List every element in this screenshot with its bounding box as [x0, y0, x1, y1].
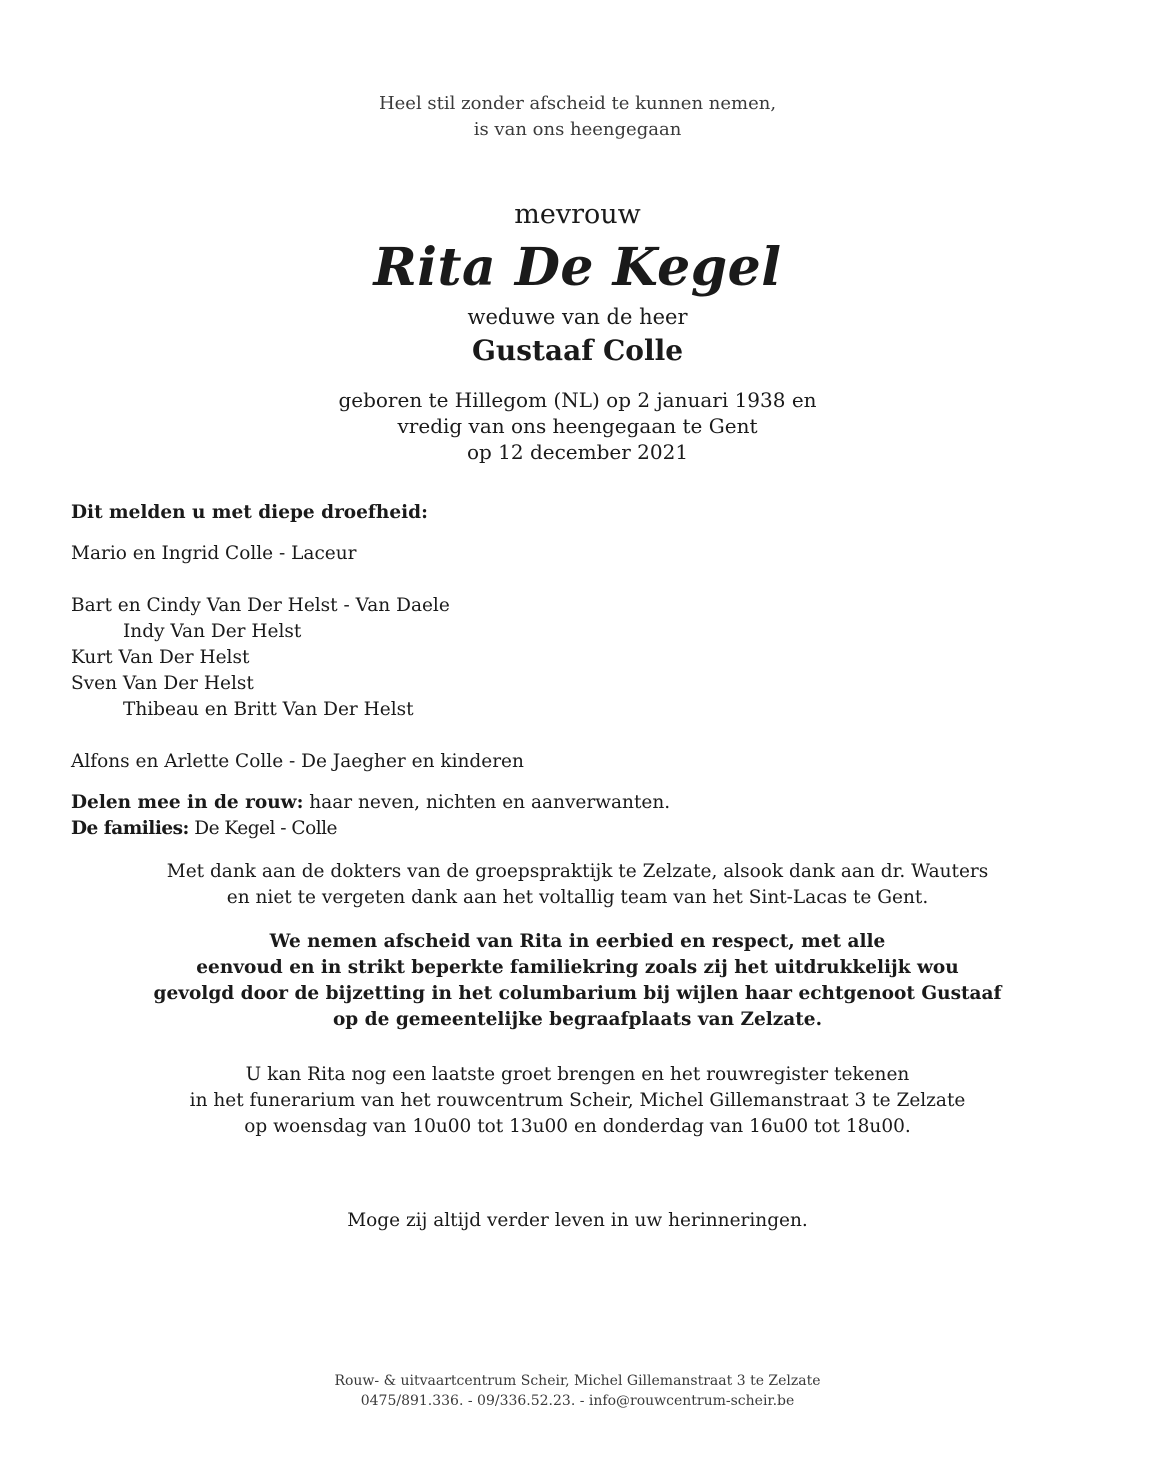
dates-line: op 12 december 2021 — [466, 440, 689, 464]
families-label: De families: — [71, 818, 189, 839]
family-entry: Thibeau en Britt Van Der Helst — [123, 699, 414, 720]
relation-text: weduwe van de heer — [467, 305, 688, 329]
footer-phone-email: 0475/891.336. - 09/336.52.23. - info@rouwcentrum-scheir.be — [360, 1393, 795, 1409]
spacer — [71, 567, 524, 593]
intro-line: is van ons heengegaan — [473, 119, 682, 140]
footer-contact — [0, 1371, 1155, 1411]
announcement-heading: Dit melden u met diepe droefheid: — [71, 502, 428, 523]
spacer — [71, 723, 524, 749]
family-entry: Indy Van Der Helst — [123, 621, 302, 642]
family-entry: Alfons en Arlette Colle - De Jaegher en kinderen — [71, 751, 524, 772]
family-entry: Sven Van Der Helst — [71, 673, 254, 694]
dates-line: vredig van ons heengegaan te Gent — [397, 414, 758, 438]
birth-death-dates — [0, 387, 1155, 465]
thanks-text — [0, 859, 1155, 911]
deceased-title: mevrouw — [514, 199, 641, 230]
farewell-line: op de gemeentelijke begraafplaats van Zelzate. — [332, 1009, 823, 1030]
dates-line: geboren te Hillegom (NL) op 2 januari 1938 en — [338, 388, 817, 412]
visit-line: U kan Rita nog een laatste groet brengen en het rouwregister tekenen — [245, 1064, 910, 1085]
mourn-label: Delen mee in de rouw: — [71, 792, 304, 813]
footer-address: Rouw- & uitvaartcentrum Scheir, Michel Gillemanstraat 3 te Zelzate — [334, 1373, 821, 1389]
mourn-text: haar neven, nichten en aanverwanten. — [303, 792, 671, 813]
visit-line: op woensdag van 10u00 tot 13u00 en donderdag van 16u00 tot 18u00. — [244, 1116, 911, 1137]
family-entry: Kurt Van Der Helst — [71, 647, 250, 668]
family-list — [71, 541, 524, 775]
thanks-line: en niet te vergeten dank aan het voltallig team van het Sint-Lacas te Gent. — [226, 887, 929, 908]
intro-line: Heel stil zonder afscheid te kunnen nemen, — [378, 93, 777, 114]
visit-line: in het funerarium van het rouwcentrum Scheir, Michel Gillemanstraat 3 te Zelzate — [189, 1090, 966, 1111]
farewell-line: We nemen afscheid van Rita in eerbied en respect, met alle — [269, 931, 886, 952]
spouse-name: Gustaaf Colle — [471, 334, 684, 367]
farewell-line: gevolgd door de bijzetting in het columbarium bij wijlen haar echtgenoot Gustaaf — [153, 983, 1002, 1004]
mourning-share — [71, 790, 670, 842]
families-text: De Kegel - Colle — [188, 818, 337, 839]
thanks-line: Met dank aan de dokters van de groepspraktijk te Zelzate, alsook dank aan dr. Wauters — [166, 861, 989, 882]
intro-text — [0, 91, 1155, 143]
families-line — [71, 816, 670, 842]
family-entry: Bart en Cindy Van Der Helst - Van Daele — [71, 595, 450, 616]
farewell-text — [0, 929, 1155, 1033]
closing-text: Moge zij altijd verder leven in uw herinneringen. — [347, 1210, 808, 1231]
visitation-text — [0, 1062, 1155, 1140]
family-entry: Mario en Ingrid Colle - Laceur — [71, 543, 357, 564]
deceased-name: Rita De Kegel — [373, 237, 782, 298]
mourn-line — [71, 790, 670, 816]
farewell-line: eenvoud en in strikt beperkte familiekring zoals zij het uitdrukkelijk wou — [196, 957, 959, 978]
